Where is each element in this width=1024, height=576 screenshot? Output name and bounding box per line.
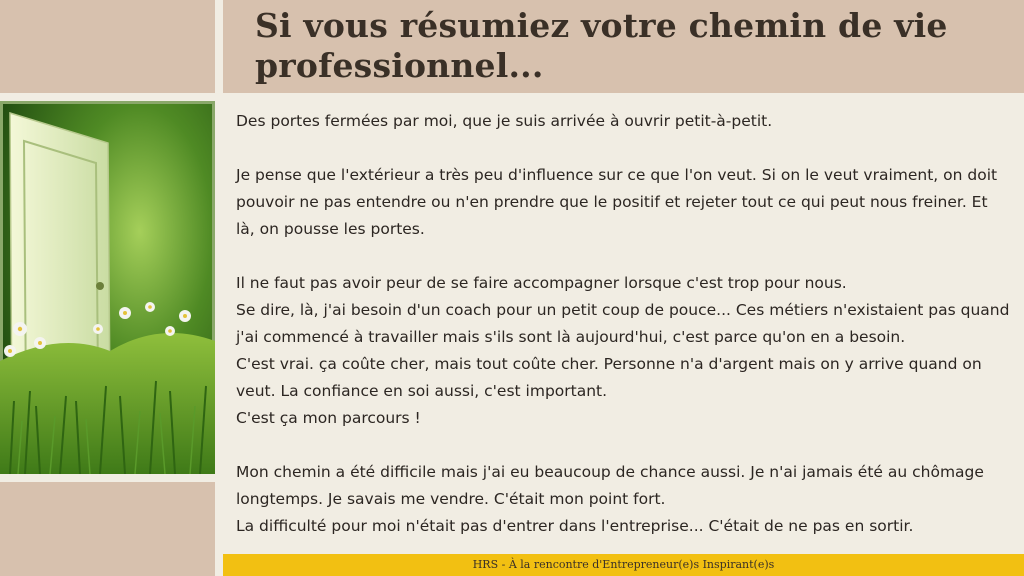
footer-banner: HRS - À la rencontre d'Entrepreneur(e)s Inspirant(e)s	[223, 554, 1024, 576]
body-text	[236, 108, 1011, 540]
paragraph-4-line-1: Mon chemin a été difficile mais j'ai eu beaucoup de chance aussi. Je n'ai jamais été au chômage longtemps. Je savais me vendre. C'était mon point fort.	[236, 463, 984, 508]
paragraph-3-line-1: Il ne faut pas avoir peur de se faire accompagner lorsque c'est trop pour nous.	[236, 274, 847, 292]
left-top-block	[0, 0, 215, 93]
left-bottom-divider	[0, 474, 215, 482]
paragraph-3-line-2: Se dire, là, j'ai besoin d'un coach pour un petit coup de pouce... Ces métiers n'existaient pas quand j'ai commencé à travailler mais s'ils sont là aujourd'hui, c'est parce qu'on en a besoin.	[236, 301, 1010, 346]
paragraph-3-line-3: C'est vrai. ça coûte cher, mais tout coûte cher. Personne n'a d'argent mais on y arrive quand on veut. La confiance en soi aussi, c'est important.	[236, 355, 982, 400]
open-door-grass-photo	[0, 101, 215, 474]
paragraph-2-line-1: Je pense que l'extérieur a très peu d'influence sur ce que l'on veut. Si on le veut vraiment, on doit pouvoir ne pas entendre ou n'en prendre que le positif et rejeter tout ce qui peut nous freiner. Et là, on pousse les portes.	[236, 166, 998, 238]
paragraph-4-line-2: La difficulté pour moi n'était pas d'entrer dans l'entreprise... C'était de ne pas en sortir.	[236, 517, 914, 535]
paragraph-1-line-1: Des portes fermées par moi, que je suis arrivée à ouvrir petit-à-petit.	[236, 112, 773, 130]
paragraph-3-line-4: C'est ça mon parcours !	[236, 409, 421, 427]
page-title: Si vous résumiez votre chemin de vie professionnel...	[255, 6, 948, 85]
column-divider	[215, 0, 223, 576]
left-divider	[0, 93, 215, 101]
